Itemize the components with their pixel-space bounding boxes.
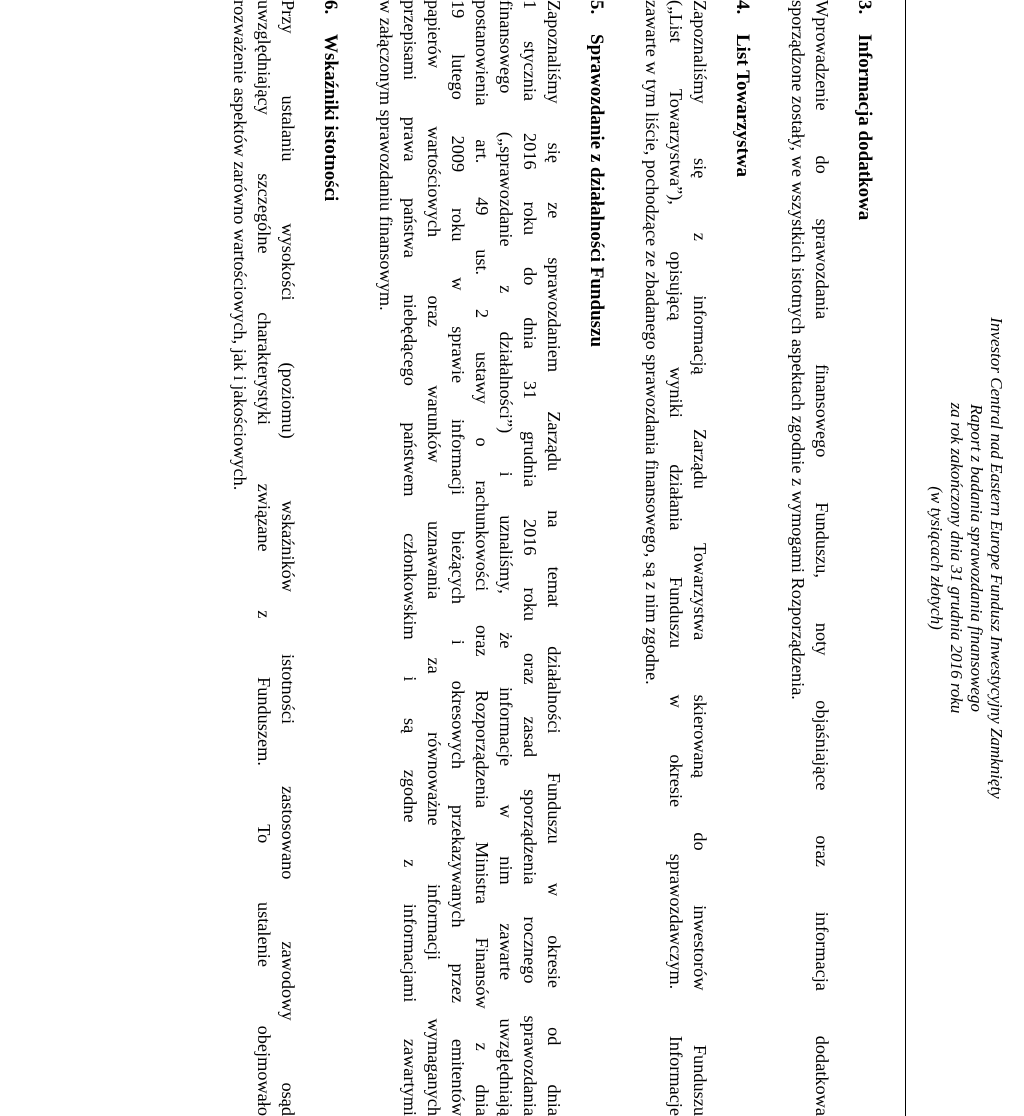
paragraph-line: sporządzone zostały, we wszystkich istotnych aspektach zgodnie z wymogami Rozporządzenia.: [788, 0, 808, 700]
paragraph-line: uwzględniający szczególne charakterystyki związane z Funduszem. To ustalenie obejmowało: [254, 0, 274, 1116]
paragraph-line: Zapoznaliśmy się ze sprawozdaniem Zarządu na temat działalności Funduszu w okresie od dnia: [544, 0, 564, 1116]
paragraph-line: Zapoznaliśmy się z informacją Zarządu Towarzystwa skierowaną do inwestorów Funduszu: [690, 0, 710, 1116]
section-paragraph-3: [786, 0, 834, 1116]
document-body: [228, 0, 896, 1116]
paragraph-line: Wprowadzenie do sprawozdania finansowego Funduszu, noty objaśniające oraz informacja dodatkowa: [812, 0, 832, 1116]
section-title-6: [318, 0, 342, 1116]
section-heading: Sprawozdanie z działalności Funduszu: [586, 34, 607, 348]
paragraph-line: w załączonym sprawozdaniu finansowym.: [376, 0, 396, 311]
section-number: 5.: [586, 0, 607, 15]
paragraph-line: zawarte w tym liście, pochodzące ze zbadanego sprawozdania finansowego, są z nim zgodne.: [642, 0, 662, 685]
paragraph-line: przepisami prawa państwa niebędącego państwem członkowskim i są zgodne z informacjami zawartymi: [400, 0, 420, 1116]
section-number: 3.: [854, 0, 875, 15]
paragraph-line: papierów wartościowych oraz warunków uznawania za równoważne informacji wymaganych: [424, 0, 444, 1116]
paragraph-line: („List Towarzystwa”), opisującą wyniki działania Funduszu w okresie sprawozdawczym. Informacje: [666, 0, 686, 1116]
paragraph-line: 1 stycznia 2016 roku do dnia 31 grudnia 2016 roku oraz zasad sporządzenia rocznego sprawozdania: [520, 0, 540, 1116]
paragraph-line: postanowienia art. 49 ust. 2 ustawy o rachunkowości oraz Rozporządzenia Ministra Finansów z dnia: [472, 0, 492, 1116]
section-paragraph-4: [640, 0, 712, 1116]
report-header: [926, 0, 1006, 1116]
header-fund-name: Investor Central nad Eastern Europe Fundusz Inwestycyjny Zamknięty: [987, 317, 1006, 799]
paragraph-line: Przy ustalaniu wysokości (poziomu) wskaźników istotności zastosowano zawodowy osąd: [278, 0, 298, 1116]
header-units: (w tysiącach złotych): [927, 486, 946, 630]
section-title-5: [584, 0, 608, 1116]
header-divider: [905, 0, 906, 1116]
section-title-3: [852, 0, 876, 1116]
section-heading: Informacja dodatkowa: [854, 34, 875, 221]
paragraph-line: finansowego („sprawozdanie z działalności”) i uznaliśmy, że informacje w nim zawarte uwzględniają: [496, 0, 516, 1116]
section-paragraph-5: [374, 0, 566, 1116]
section-paragraph-6: [228, 0, 300, 1116]
section-heading: List Towarzystwa: [732, 34, 753, 178]
section-title-4: [730, 0, 754, 1116]
section-heading: Wskaźniki istotności: [320, 34, 341, 202]
section-number: 4.: [732, 0, 753, 15]
header-period: za rok zakończony dnia 31 grudnia 2016 roku: [947, 402, 966, 714]
header-report-title: Raport z badania sprawozdania finansowego: [967, 404, 986, 712]
paragraph-line: rozważenie aspektów zarówno wartościowych, jak i jakościowych.: [230, 0, 250, 491]
section-number: 6.: [320, 0, 341, 15]
paragraph-line: 19 lutego 2009 roku w sprawie informacji bieżących i okresowych przekazywanych przez emitentów: [448, 0, 468, 1116]
